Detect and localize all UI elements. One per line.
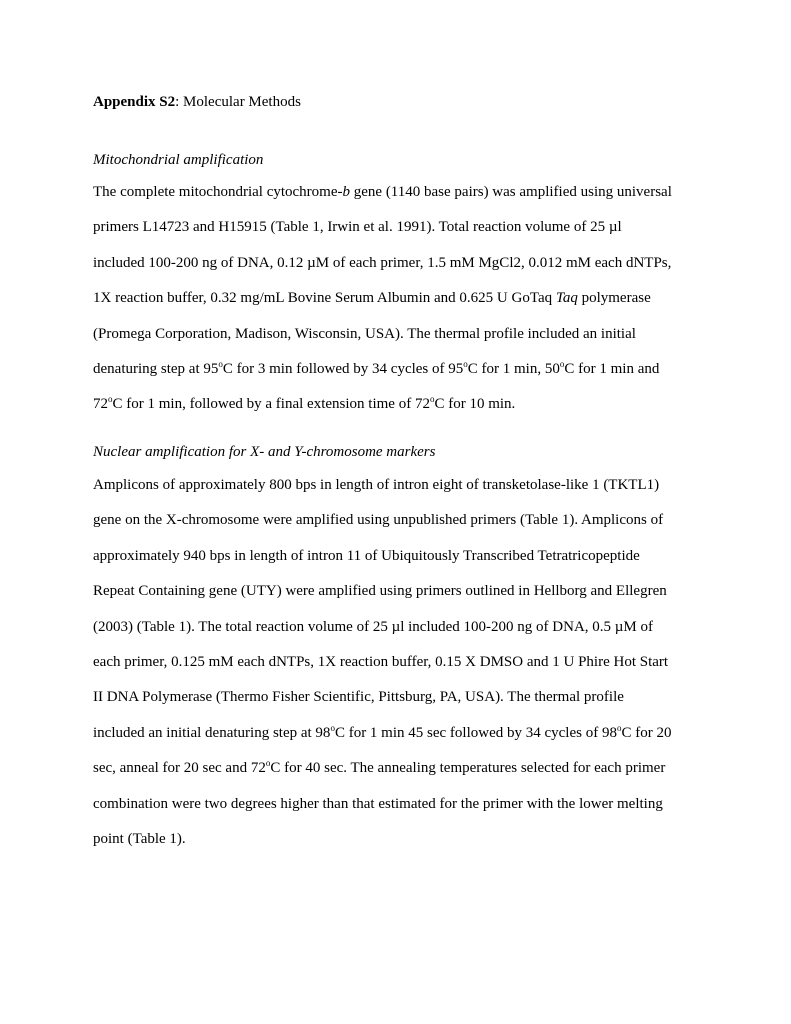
para2-line: each primer, 0.125 mM each dNTPs, 1X reaction buffer, 0.15 X DMSO and 1 U Phire Hot Start — [93, 653, 669, 670]
appendix-heading-rest: : Molecular Methods — [175, 94, 301, 110]
para1-line: 1X reaction buffer, 0.32 mg/mL Bovine Serum Albumin and 0.625 U GoTaq Taq polymerase — [93, 290, 651, 307]
para2-line: (2003) (Table 1). The total reaction volume of 25 µl included 100-200 ng of DNA, 0.5 µM of — [93, 618, 654, 635]
para2-line: Repeat Containing gene (UTY) were amplified using primers outlined in Hellborg and Ellegren — [93, 583, 667, 600]
paragraph-mitochondrial — [93, 175, 713, 423]
para1-line: (Promega Corporation, Madison, Wisconsin, USA). The thermal profile included an initial — [93, 325, 636, 342]
para1-line: denaturing step at 95$^o$C for 3 min followed by 34 cycles of 95$^o$C for 1 min, 50$^o$C for 1 min and — [93, 358, 660, 377]
para2-line: sec, anneal for 20 sec and 72$^o$C for 40 sec. The annealing temperatures selected for each primer — [93, 758, 666, 777]
para2-line: point (Table 1). — [93, 830, 186, 847]
para2-line: II DNA Polymerase (Thermo Fisher Scientific, Pittsburg, PA, USA). The thermal profile — [93, 689, 624, 706]
para1-line: primers L14723 and H15915 (Table 1, Irwin et al. 1991). Total reaction volume of 25 µl — [93, 219, 622, 236]
para2-line: Amplicons of approximately 800 bps in length of intron eight of transketolase-like 1 (TKTL1) — [93, 477, 660, 493]
para2-line: approximately 940 bps in length of intron 11 of Ubiquitously Transcribed Tetratricopeptide — [93, 547, 640, 564]
para2-line: combination were two degrees higher than that estimated for the primer with the lower melting — [93, 795, 663, 812]
section-title-nuclear: Nuclear amplification for X- and Y-chromosome markers — [93, 444, 436, 460]
appendix-heading — [93, 92, 301, 112]
para1-line: included 100-200 ng of DNA, 0.12 µM of each primer, 1.5 mM MgCl2, 0.012 mM each dNTPs, — [93, 254, 672, 271]
para2-line: included an initial denaturing step at 98$^o$C for 1 min 45 sec followed by 34 cycles of 98$^o$C for 20 — [93, 722, 672, 741]
paragraph-nuclear — [93, 468, 713, 857]
appendix-heading-bold: Appendix S2 — [93, 94, 176, 110]
para1-line: The complete mitochondrial cytochrome-b gene (1140 base pairs) was amplified using universal — [93, 184, 672, 200]
section-title-mitochondrial: Mitochondrial amplification — [93, 152, 264, 168]
para1-line: 72$^o$C for 1 min, followed by a final extension time of 72$^o$C for 10 min. — [93, 394, 516, 413]
para2-line: gene on the X-chromosome were amplified using unpublished primers (Table 1). Amplicons of — [93, 512, 664, 529]
